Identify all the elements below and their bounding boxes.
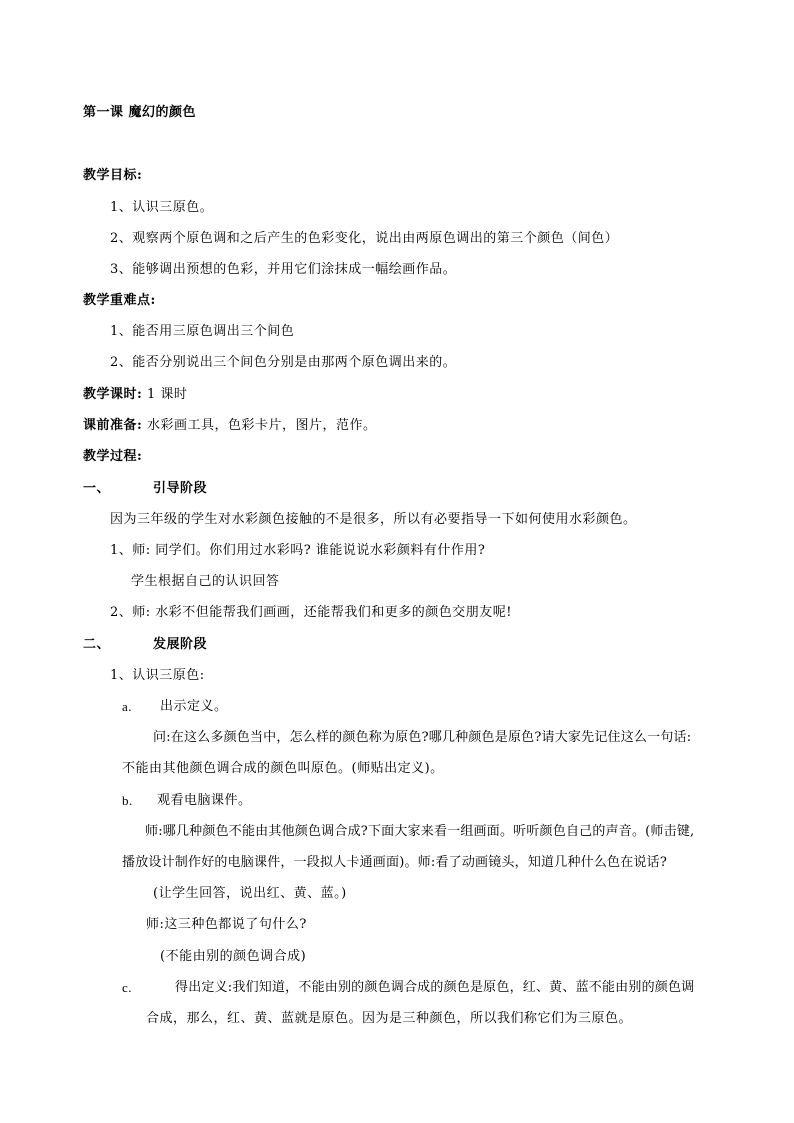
item-b-response-1: (让学生回答，说出红、黄、蓝。) <box>153 886 347 901</box>
item-a-marker: a. <box>122 699 133 714</box>
objectives-heading: 教学目标: <box>83 168 143 183</box>
item-a-paragraph-line: 问:在这么多颜色当中，怎么样的颜色称为原色?哪几种颜色是原色?请大家先记住这么一句话: <box>153 730 692 745</box>
process-heading: 教学过程: <box>83 449 143 464</box>
hours-label: 教学课时: <box>83 387 143 402</box>
objective-item: 2、观察两个原色调和之后产生的色彩变化，说出由两原色调出的第三个颜色（间色） <box>110 231 619 246</box>
section2-title: 发展阶段 <box>153 637 208 652</box>
item-b-text: 观看电脑课件。 <box>157 793 252 808</box>
item-c-line: 合成，那么，红、黄、蓝就是原色。因为是三种颜色，所以我们称它们为三原色。 <box>146 1011 633 1026</box>
key-point-item: 2、能否分别说出三个间色分别是由那两个原色调出来的。 <box>110 355 457 370</box>
prep-value: 水彩画工具，色彩卡片，图片，范作。 <box>142 418 377 433</box>
section1-intro: 因为三年级的学生对水彩颜色接触的不是很多，所以有必要指导一下如何使用水彩颜色。 <box>110 512 637 527</box>
section1-title: 引导阶段 <box>153 481 208 496</box>
item-b-paragraph-line: 师:哪几种颜色不能由其他颜色调合成?下面大家来看一组画面。听听颜色自己的声音。(师击键, <box>145 824 695 839</box>
section2-number: 二、 <box>83 637 111 652</box>
item-b-paragraph-line: 播放设计制作好的电脑课件，一段拟人卡通画面)。师:看了动画镜头，知道几种什么色在说话? <box>122 855 668 870</box>
objective-item: 1、认识三原色。 <box>110 200 214 215</box>
item-b-response-2: (不能由别的颜色调合成) <box>160 949 307 964</box>
objective-item: 3、能够调出预想的色彩，并用它们涂抹成一幅绘画作品。 <box>110 262 457 277</box>
hours-line <box>83 386 187 404</box>
item-a-text: 出示定义。 <box>160 699 228 714</box>
item-c-marker: c. <box>122 980 133 995</box>
section1-question-1: 1、师: 同学们。你们用过水彩吗? 谁能说说水彩颜料有什作用? <box>110 543 486 558</box>
prep-line <box>83 417 376 435</box>
key-point-item: 1、能否用三原色调出三个间色 <box>110 324 295 339</box>
section1-question-2: 2、师: 水彩不但能帮我们画画，还能帮我们和更多的颜色交朋友呢! <box>110 605 513 620</box>
item-a-paragraph-line: 不能由其他颜色调合成的颜色叫原色。(师贴出定义)。 <box>122 761 444 776</box>
lesson-title: 第一课 魔幻的颜色 <box>83 105 197 120</box>
item-b-marker: b. <box>122 793 133 808</box>
section1-number: 一、 <box>83 481 111 496</box>
item-b-question-2: 师:这三种色都说了句什么? <box>146 917 307 932</box>
hours-value: 1 课时 <box>142 387 188 402</box>
key-points-heading: 教学重难点: <box>83 293 156 308</box>
prep-label: 课前准备: <box>83 418 143 433</box>
section2-sub-1: 1、认识三原色: <box>110 668 205 683</box>
item-c-line: 得出定义:我们知道，不能由别的颜色调合成的颜色是原色，红、黄、蓝不能由别的颜色调 <box>175 980 695 995</box>
section1-answer-1: 学生根据自己的认识回答 <box>131 574 280 589</box>
